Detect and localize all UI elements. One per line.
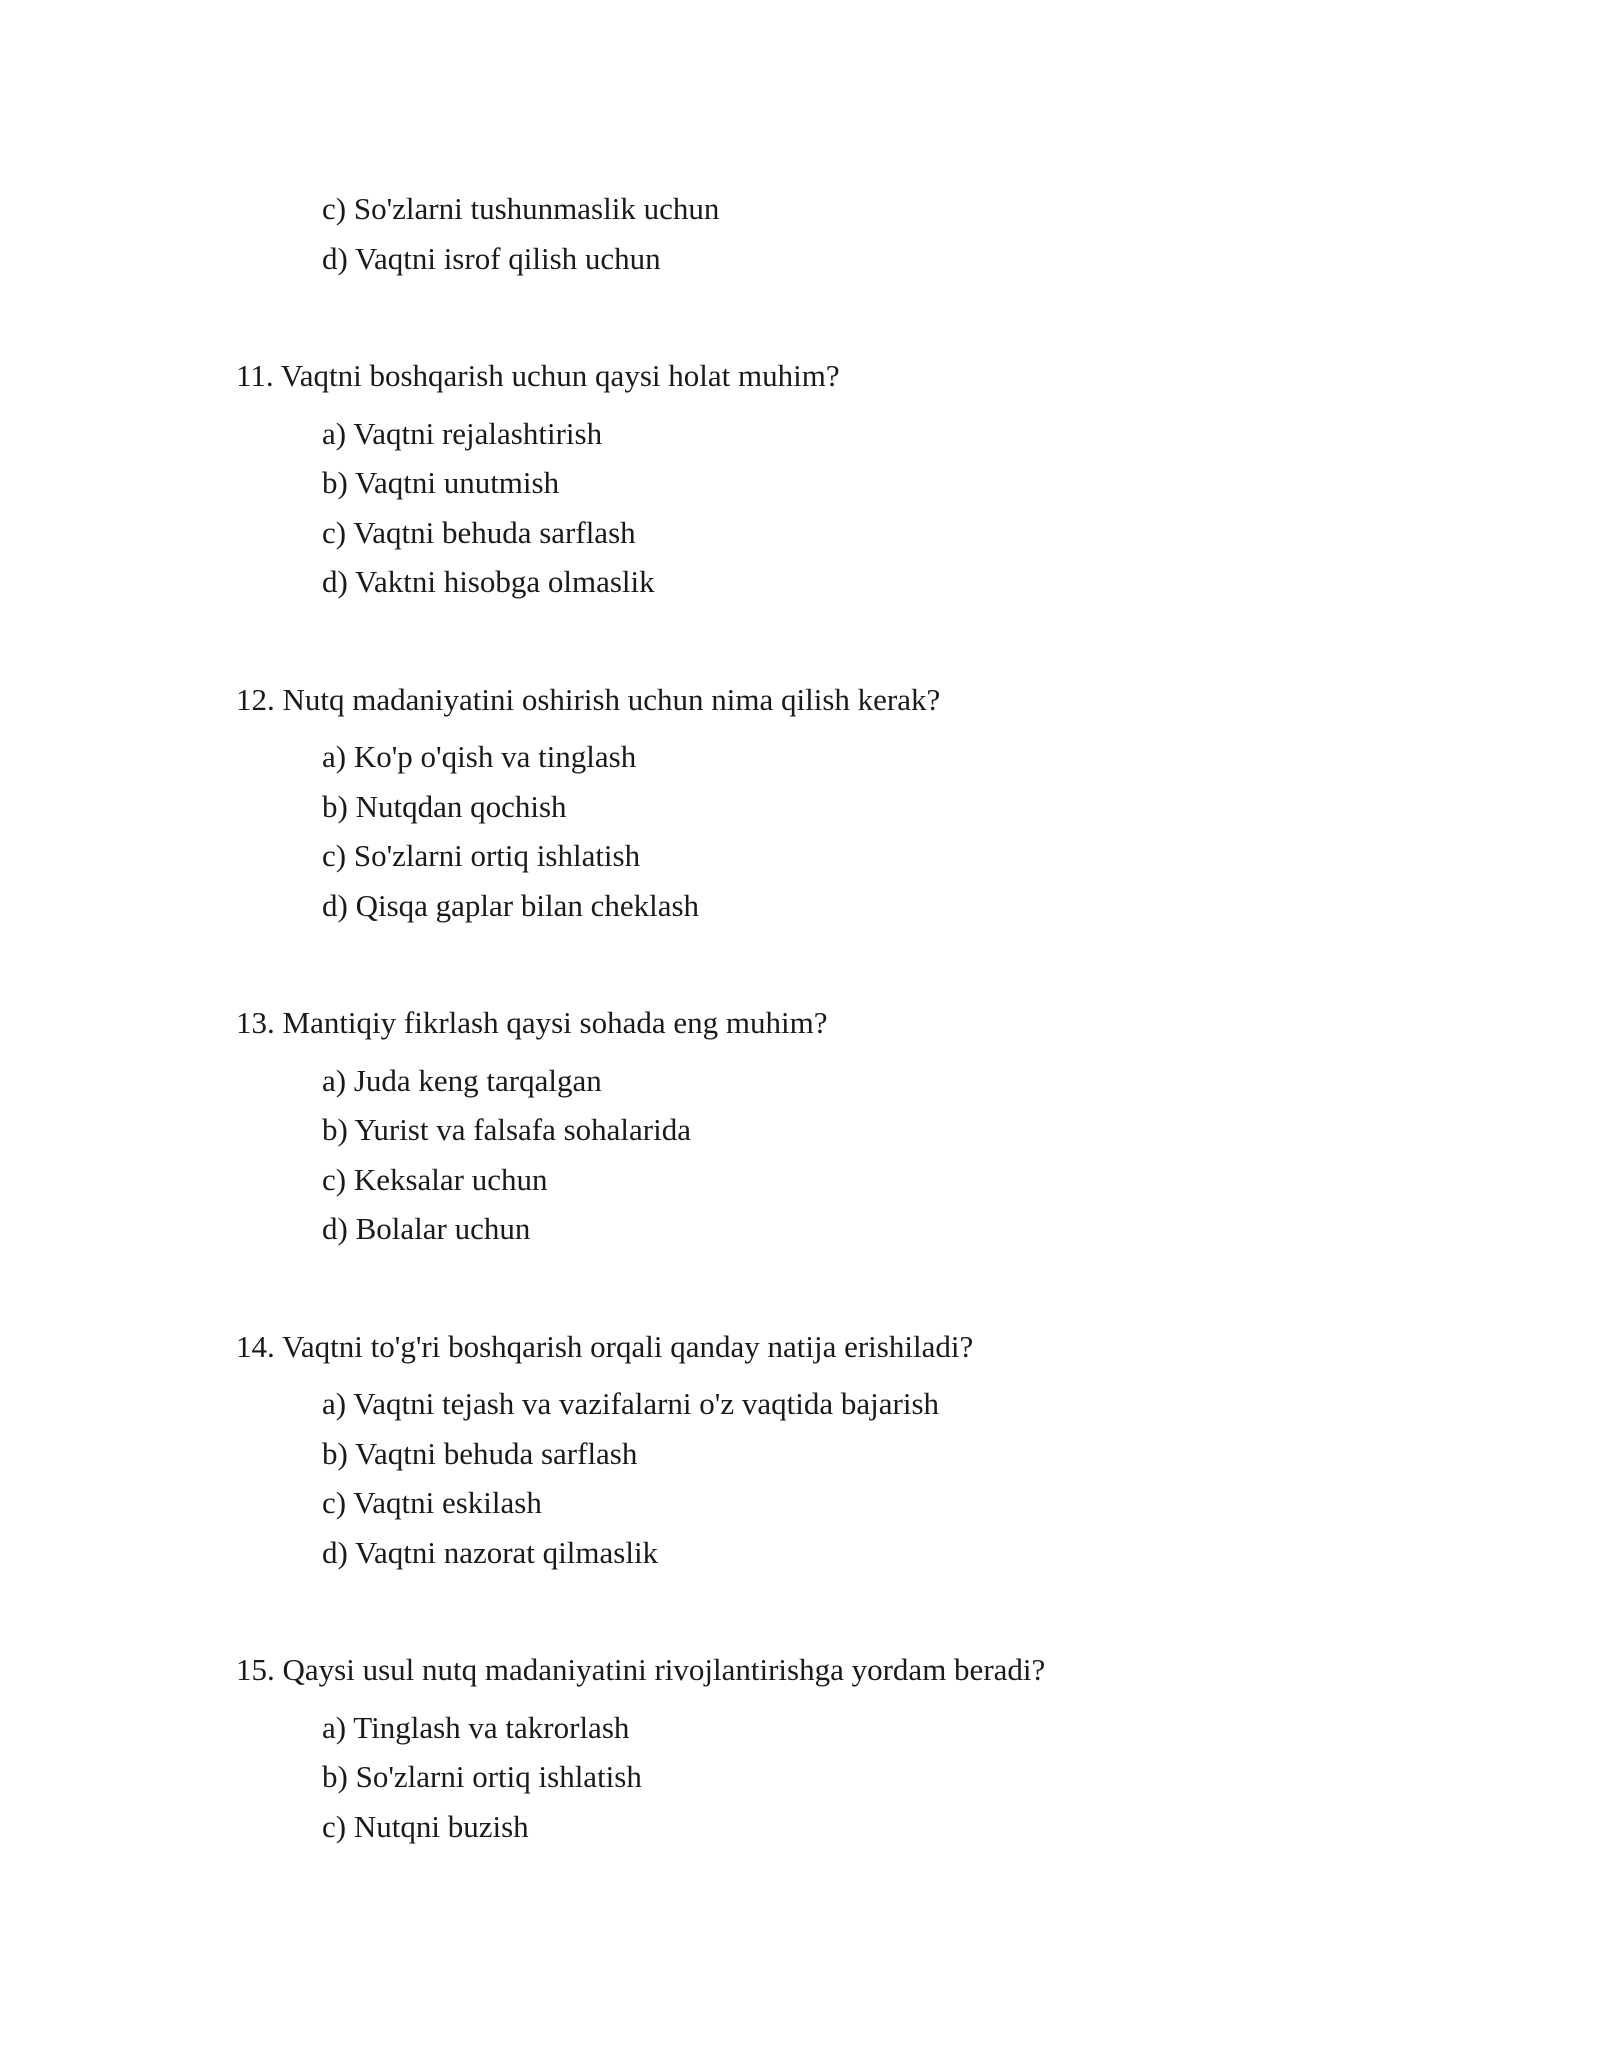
- question-13-option-d: d) Bolalar uchun: [322, 1211, 531, 1246]
- question-13: 13. Mantiqiy fikrlash qaysi sohada eng muhim?: [236, 1005, 828, 1040]
- question-15: 15. Qaysi usul nutq madaniyatini rivojlantirishga yordam beradi?: [236, 1652, 1046, 1687]
- question-14-option-c: c) Vaqtni eskilash: [322, 1485, 542, 1520]
- question-12-option-b: b) Nutqdan qochish: [322, 788, 567, 824]
- question-12: 12. Nutq madaniyatini oshirish uchun nima qilish kerak?: [236, 681, 941, 717]
- question-11-option-b: b) Vaqtni unutmish: [322, 465, 560, 500]
- question-12-option-d: d) Qisqa gaplar bilan cheklash: [322, 887, 700, 923]
- question-13-option-c: c) Keksalar uchun: [322, 1161, 548, 1197]
- question-12-option-c: c) So'zlarni ortiq ishlatish: [322, 838, 641, 873]
- quiz-content: [236, 184, 1436, 1851]
- question-13-option-a: a) Juda keng tarqalgan: [322, 1062, 602, 1098]
- question-11-option-a: a) Vaqtni rejalashtirish: [322, 415, 603, 451]
- question-11-option-c: c) Vaqtni behuda sarflash: [322, 514, 636, 550]
- question-15-option-b: b) So'zlarni ortiq ishlatish: [322, 1759, 642, 1794]
- question-15-option-a: a) Tinglash va takrorlash: [322, 1709, 630, 1745]
- question-13-option-b: b) Yurist va falsafa sohalarida: [322, 1112, 691, 1147]
- question-14: 14. Vaqtni to'g'ri boshqarish orqali qanday natija erishiladi?: [236, 1328, 974, 1364]
- question-12-option-a: a) Ko'p o'qish va tinglash: [322, 739, 637, 774]
- question-11: 11. Vaqtni boshqarish uchun qaysi holat muhim?: [236, 358, 840, 393]
- question-14-option-a: a) Vaqtni tejash va vazifalarni o'z vaqtida bajarish: [322, 1386, 940, 1421]
- option-continued-d: d) Vaqtni isrof qilish uchun: [322, 240, 661, 276]
- question-11-option-d: d) Vaktni hisobga olmaslik: [322, 564, 655, 599]
- question-15-option-c: c) Nutqni buzish: [322, 1808, 529, 1844]
- question-14-option-d: d) Vaqtni nazorat qilmaslik: [322, 1534, 659, 1570]
- option-continued-c: c) So'zlarni tushunmaslik uchun: [322, 191, 720, 226]
- question-14-option-b: b) Vaqtni behuda sarflash: [322, 1435, 638, 1471]
